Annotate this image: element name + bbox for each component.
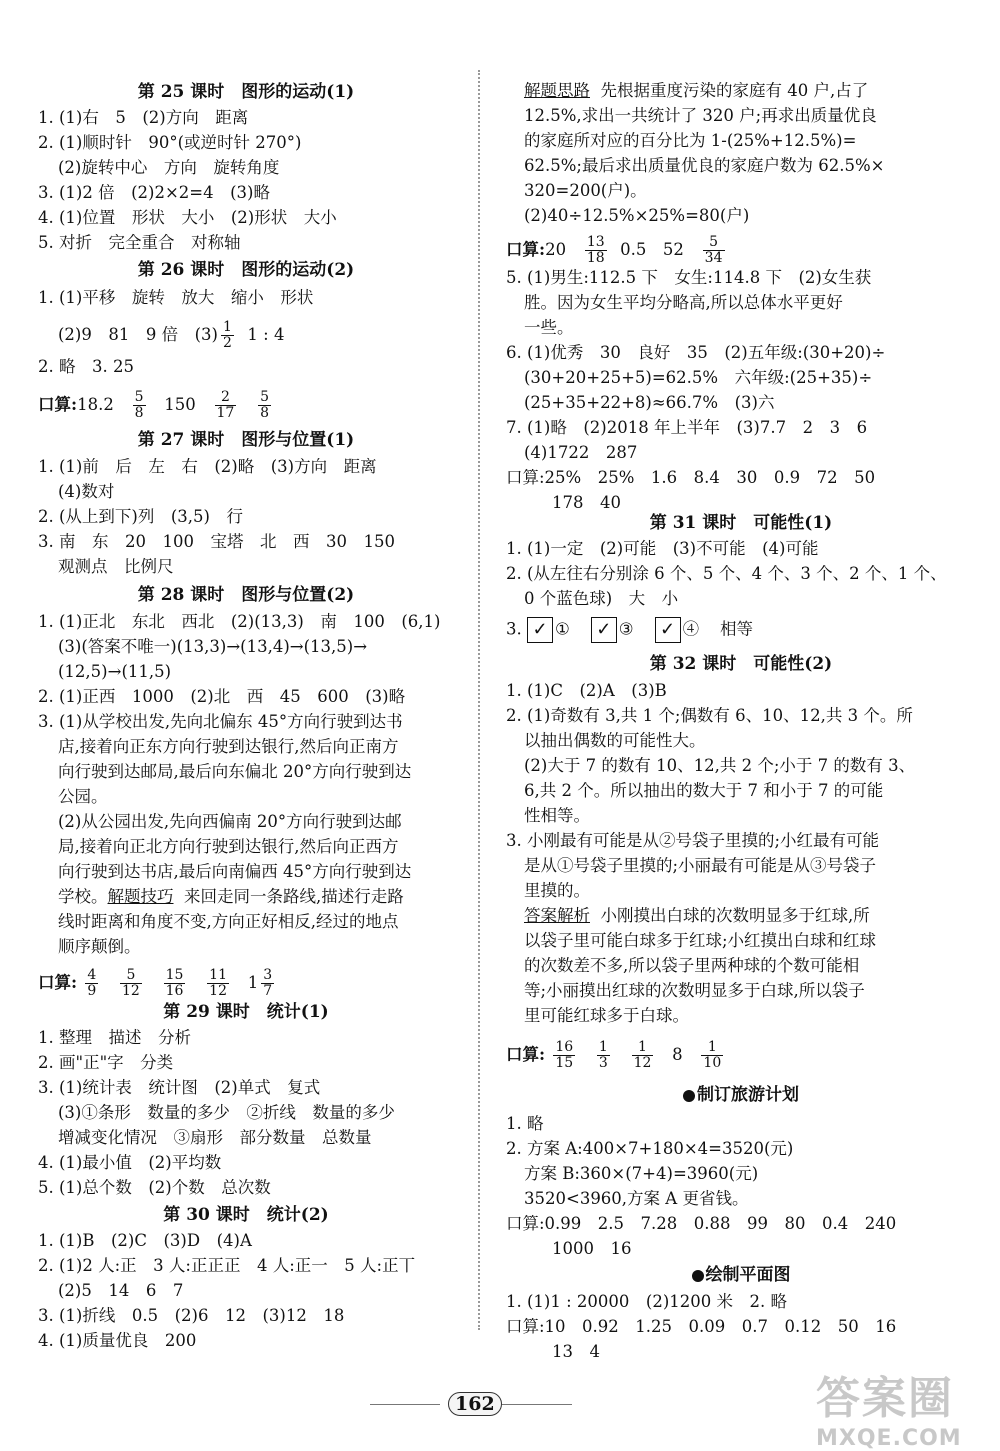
- answer-line: [506, 617, 753, 643]
- answer-line: 等;小丽摸出红球的次数明显多于白球,所以袋子: [524, 981, 865, 1000]
- denominator: 17: [216, 405, 235, 421]
- answer-line: 里摸的。: [524, 881, 590, 900]
- denominator: 7: [263, 983, 273, 999]
- answer-text: 18.2: [77, 395, 114, 414]
- answer-line: 2. 方案 A:400×7+180×4=3520(元): [506, 1139, 794, 1158]
- answer-line: (12,5)→(11,5): [58, 662, 172, 681]
- answer-line: 1. (1)1 : 20000 (2)1200 米 2. 略: [506, 1292, 787, 1311]
- numerator: 3: [263, 967, 273, 983]
- answer-line: [524, 905, 870, 927]
- denominator: 12: [122, 983, 140, 999]
- mixed-number-whole: 1: [247, 973, 259, 992]
- answer-line: 2. (1)2 人:正 3 人:正正正 4 人:正一 5 人:正丅: [38, 1256, 416, 1275]
- fraction: [597, 1040, 610, 1071]
- fraction: [164, 968, 186, 999]
- answer-text: 8: [672, 1045, 683, 1064]
- page-number: 162: [448, 1392, 502, 1416]
- fraction: [258, 390, 271, 421]
- answer-text: 相等: [720, 619, 754, 639]
- answer-line: 3. (1)统计表 统计图 (2)单式 复式: [38, 1078, 321, 1097]
- answer-line: 0 个蓝色球) 大 小: [524, 589, 679, 608]
- fraction: [261, 968, 274, 999]
- answer-line: 公园。: [58, 787, 108, 806]
- answer-line: 以抽出偶数的可能性大。: [524, 731, 706, 750]
- denominator: 18: [586, 250, 605, 266]
- answer-line: 1. (1)C (2)A (3)B: [506, 681, 667, 700]
- answer-line: 增减变化情况 ③扇形 部分数量 总数量: [58, 1128, 372, 1147]
- answer-line: 是从①号袋子里摸的;小丽最有可能是从③号袋子: [524, 856, 877, 875]
- section-title-lesson-26: 第 26 课时 图形的运动(2): [137, 260, 355, 280]
- answer-line: 1. 整理 描述 分析: [38, 1028, 191, 1047]
- bullet-dot-icon: [683, 1090, 695, 1102]
- denominator: 34: [704, 250, 723, 266]
- denominator: 15: [555, 1055, 574, 1071]
- answer-text: 来回走同一条路线,描述行走路: [184, 887, 404, 906]
- answer-text: 1 : 4: [247, 325, 285, 344]
- check-box-icon: ✓: [655, 617, 681, 643]
- answer-line: 性相等。: [524, 806, 590, 825]
- answer-line: 62.5%;最后求出质量优良的家庭户数为 62.5%×: [524, 156, 885, 175]
- section-title-floor-plan: [506, 1263, 976, 1287]
- answer-line: 线时距离和角度不变,方向正好相反,经过的地点: [58, 912, 399, 931]
- mental-math-line: [506, 1040, 726, 1071]
- answer-line: 向行驶到达邮局,最后向东偏北 20°方向行驶到达: [58, 762, 412, 781]
- answer-line: 店,接着向正东方向行驶到达银行,然后向正南方: [58, 737, 399, 756]
- answer-line: 12.5%,求出一共统计了 320 户;再求出质量优良: [524, 106, 877, 125]
- mental-math-line: 口算:0.99 2.5 7.28 0.88 99 80 0.4 240: [506, 1214, 897, 1233]
- answer-line: 3. (1)折线 0.5 (2)6 12 (3)12 18: [38, 1306, 345, 1325]
- fraction: [703, 235, 725, 266]
- watermark-url: MXQE.COM: [816, 1426, 962, 1451]
- fraction: [585, 235, 607, 266]
- section-title-lesson-28: 第 28 课时 图形与位置(2): [137, 585, 355, 605]
- section-title-text: 绘制平面图: [705, 1265, 791, 1285]
- denominator: 16: [165, 983, 184, 999]
- section-title-travel-plan: [506, 1083, 976, 1107]
- numerator: 16: [555, 1039, 574, 1055]
- section-title-lesson-30: 第 30 课时 统计(2): [163, 1205, 329, 1225]
- answer-line: (2)40÷12.5%×25%=80(户): [524, 206, 750, 225]
- numerator: 11: [209, 967, 227, 983]
- answer-line: 4. (1)质量优良 200: [38, 1331, 197, 1350]
- answer-text: 150: [164, 395, 196, 414]
- numerator: 2: [215, 390, 237, 406]
- answer-line: 4. (1)位置 形状 大小 (2)形状 大小: [38, 208, 337, 227]
- answer-line: 1. (1)右 5 (2)方向 距离: [38, 108, 249, 127]
- fraction: [553, 1040, 575, 1071]
- answer-line: [58, 320, 284, 351]
- answer-line: 以袋子里可能白球多于红球;小红摸出白球和红球: [524, 931, 877, 950]
- fraction: [207, 968, 229, 999]
- question-number: 3.: [506, 619, 522, 639]
- answer-text: 20: [545, 240, 567, 259]
- answer-text: ③: [618, 619, 634, 639]
- answer-line: (30+20+25+5)=62.5% 六年级:(25+35)÷: [524, 368, 873, 387]
- answer-line: (4)数对: [58, 482, 115, 501]
- fraction: [85, 968, 98, 999]
- answer-line: 3. (1)从学校出发,先向北偏东 45°方向行驶到达书: [38, 712, 403, 731]
- fraction: [133, 390, 146, 421]
- mental-math-line: [38, 968, 277, 999]
- watermark-logo: [816, 1362, 962, 1451]
- answer-line: 2. 略 3. 25: [38, 357, 134, 376]
- fraction: [632, 1040, 654, 1071]
- tip-label: 解题思路: [524, 81, 590, 100]
- answer-line: 2. (从上到下)列 (3,5) 行: [38, 507, 243, 526]
- answer-line: 向行驶到达书店,最后向南偏西 45°方向行驶到达: [58, 862, 412, 881]
- mental-math-line: [506, 235, 728, 266]
- mental-math-line: [38, 390, 274, 421]
- answer-line: 局,接着向正北方向行驶到达银行,然后向正西方: [58, 837, 399, 856]
- answer-line: 3520<3960,方案 A 更省钱。: [524, 1189, 749, 1208]
- answer-line: 3. 小刚最有可能是从②号袋子里摸的;小红最有可能: [506, 831, 880, 850]
- bullet-dot-icon: [692, 1270, 704, 1282]
- answer-line: 5. (1)总个数 (2)个数 总次数: [38, 1178, 271, 1197]
- answer-line: 4. (1)最小值 (2)平均数: [38, 1153, 222, 1172]
- mental-math-label: 口算:: [506, 1045, 546, 1064]
- fraction: [701, 1040, 723, 1071]
- answer-line: (2)旋转中心 方向 旋转角度: [58, 158, 280, 177]
- numerator: 4: [87, 967, 97, 983]
- answer-line: 2. (1)正西 1000 (2)北 西 45 600 (3)略: [38, 687, 406, 706]
- fraction: [221, 320, 234, 351]
- numerator: 1: [632, 1040, 654, 1056]
- answer-text: (2)9 81 9 倍 (3): [58, 325, 218, 344]
- answer-line: (2)从公园出发,先向西偏南 20°方向行驶到达邮: [58, 812, 402, 831]
- answer-line: 1. (1)一定 (2)可能 (3)不可能 (4)可能: [506, 539, 819, 558]
- answer-line: (3)①条形 数量的多少 ②折线 数量的多少: [58, 1103, 395, 1122]
- answer-line: 2. (从左往右分别涂 6 个、5 个、4 个、3 个、2 个、1 个、: [506, 564, 947, 583]
- answer-line: 3. 南 东 20 100 宝塔 北 西 30 150: [38, 532, 395, 551]
- answer-line: 的家庭所对应的百分比为 1-(25%+12.5%)=: [524, 131, 857, 150]
- section-title-lesson-27: 第 27 课时 图形与位置(1): [137, 430, 355, 450]
- answer-line: 一些。: [524, 318, 574, 337]
- section-title-text: 制订旅游计划: [697, 1085, 799, 1105]
- answer-line: (3)(答案不唯一)(13,3)→(13,4)→(13,5)→: [58, 637, 368, 656]
- mental-math-label: 口算:: [506, 240, 546, 259]
- denominator: 3: [598, 1055, 608, 1071]
- answer-line: [58, 886, 404, 908]
- fraction: [120, 968, 142, 999]
- numerator: 1: [701, 1040, 723, 1056]
- column-divider: [478, 70, 480, 1330]
- answer-line: 3. (1)2 倍 (2)2×2=4 (3)略: [38, 183, 270, 202]
- check-box-icon: ✓: [527, 617, 553, 643]
- numerator: 13: [586, 234, 605, 250]
- denominator: 2: [222, 335, 232, 351]
- numerator: 1: [598, 1039, 608, 1055]
- footer-rule-left: [370, 1404, 440, 1405]
- denominator: 12: [633, 1055, 652, 1071]
- mental-math-line: 1000 16: [552, 1239, 632, 1258]
- answer-text: 先根据重度污染的家庭有 40 户,占了: [600, 81, 869, 100]
- answer-line: 顺序颠倒。: [58, 937, 141, 956]
- answer-line: [524, 80, 868, 102]
- numerator: 5: [120, 968, 142, 984]
- denominator: 8: [134, 405, 144, 421]
- answer-line: 里可能红球多于白球。: [524, 1006, 689, 1025]
- section-title-lesson-32: 第 32 课时 可能性(2): [649, 654, 833, 674]
- answer-line: 1. (1)平移 旋转 放大 缩小 形状: [38, 288, 314, 307]
- answer-line: 1. (1)B (2)C (3)D (4)A: [38, 1231, 252, 1250]
- section-title-lesson-25: 第 25 课时 图形的运动(1): [137, 82, 355, 102]
- answer-text: ①: [555, 619, 570, 639]
- answer-text: 0.5 52: [620, 240, 684, 259]
- denominator: 10: [703, 1055, 722, 1071]
- answer-line: 的次数差不多,所以袋子里两种球的个数可能相: [524, 956, 860, 975]
- answer-line: 5. (1)男生:112.5 下 女生:114.8 下 (2)女生获: [506, 268, 872, 287]
- mental-math-label: 口算:: [38, 973, 78, 992]
- numerator: 5: [703, 235, 725, 251]
- section-title-lesson-29: 第 29 课时 统计(1): [163, 1002, 329, 1022]
- answer-line: 320=200(户)。: [524, 181, 647, 200]
- answer-line: 2. (1)顺时针 90°(或逆时针 270°): [38, 133, 302, 152]
- mental-math-line: 口算:10 0.92 1.25 0.09 0.7 0.12 50 16: [506, 1317, 897, 1336]
- answer-line: 2. 画"正"字 分类: [38, 1053, 174, 1072]
- answer-line: (2)5 14 6 7: [58, 1281, 184, 1300]
- numerator: 5: [134, 389, 144, 405]
- answer-line: 胜。因为女生平均分略高,所以总体水平更好: [524, 293, 843, 312]
- numerator: 15: [165, 967, 184, 983]
- numerator: 5: [260, 389, 270, 405]
- answer-text: 学校。: [58, 887, 108, 906]
- watermark-text: 答案圈: [816, 1373, 954, 1424]
- denominator: 12: [209, 983, 227, 999]
- answer-line: 观测点 比例尺: [58, 557, 174, 576]
- answer-line: 1. (1)前 后 左 右 (2)略 (3)方向 距离: [38, 457, 377, 476]
- mental-math-line: 口算:25% 25% 1.6 8.4 30 0.9 72 50: [506, 468, 876, 487]
- fraction: [215, 390, 237, 421]
- answer-line: 7. (1)略 (2)2018 年上半年 (3)7.7 2 3 6: [506, 418, 868, 437]
- answer-line: 1. (1)正北 东北 西北 (2)(13,3) 南 100 (6,1): [38, 612, 441, 631]
- tip-label: 答案解析: [524, 906, 590, 925]
- mental-math-label: 口算:: [38, 395, 78, 414]
- denominator: 8: [260, 405, 270, 421]
- mental-math-line: 13 4: [552, 1342, 600, 1361]
- answer-line: 6. (1)优秀 30 良好 35 (2)五年级:(30+20)÷: [506, 343, 886, 362]
- answer-line: 6,共 2 个。所以抽出的数大于 7 和小于 7 的可能: [524, 781, 884, 800]
- answer-line: 方案 B:360×(7+4)=3960(元): [524, 1164, 759, 1183]
- answer-text: ④: [682, 619, 700, 639]
- section-title-lesson-31: 第 31 课时 可能性(1): [649, 513, 833, 533]
- answer-line: 1. 略: [506, 1114, 544, 1133]
- answer-text: 小刚摸出白球的次数明显多于红球,所: [600, 906, 870, 925]
- numerator: 1: [222, 319, 232, 335]
- denominator: 9: [87, 983, 97, 999]
- answer-line: 5. 对折 完全重合 对称轴: [38, 233, 241, 252]
- answer-line: (2)大于 7 的数有 10、12,共 2 个;小于 7 的数有 3、: [524, 756, 916, 775]
- footer-rule-right: [502, 1404, 572, 1405]
- answer-line: 2. (1)奇数有 3,共 1 个;偶数有 6、10、12,共 3 个。所: [506, 706, 913, 725]
- tip-label: 解题技巧: [107, 887, 174, 906]
- check-box-icon: ✓: [591, 617, 617, 643]
- answer-line: (4)1722 287: [524, 443, 638, 462]
- answer-line: (25+35+22+8)≈66.7% (3)六: [524, 393, 775, 412]
- mental-math-line: 178 40: [552, 493, 621, 512]
